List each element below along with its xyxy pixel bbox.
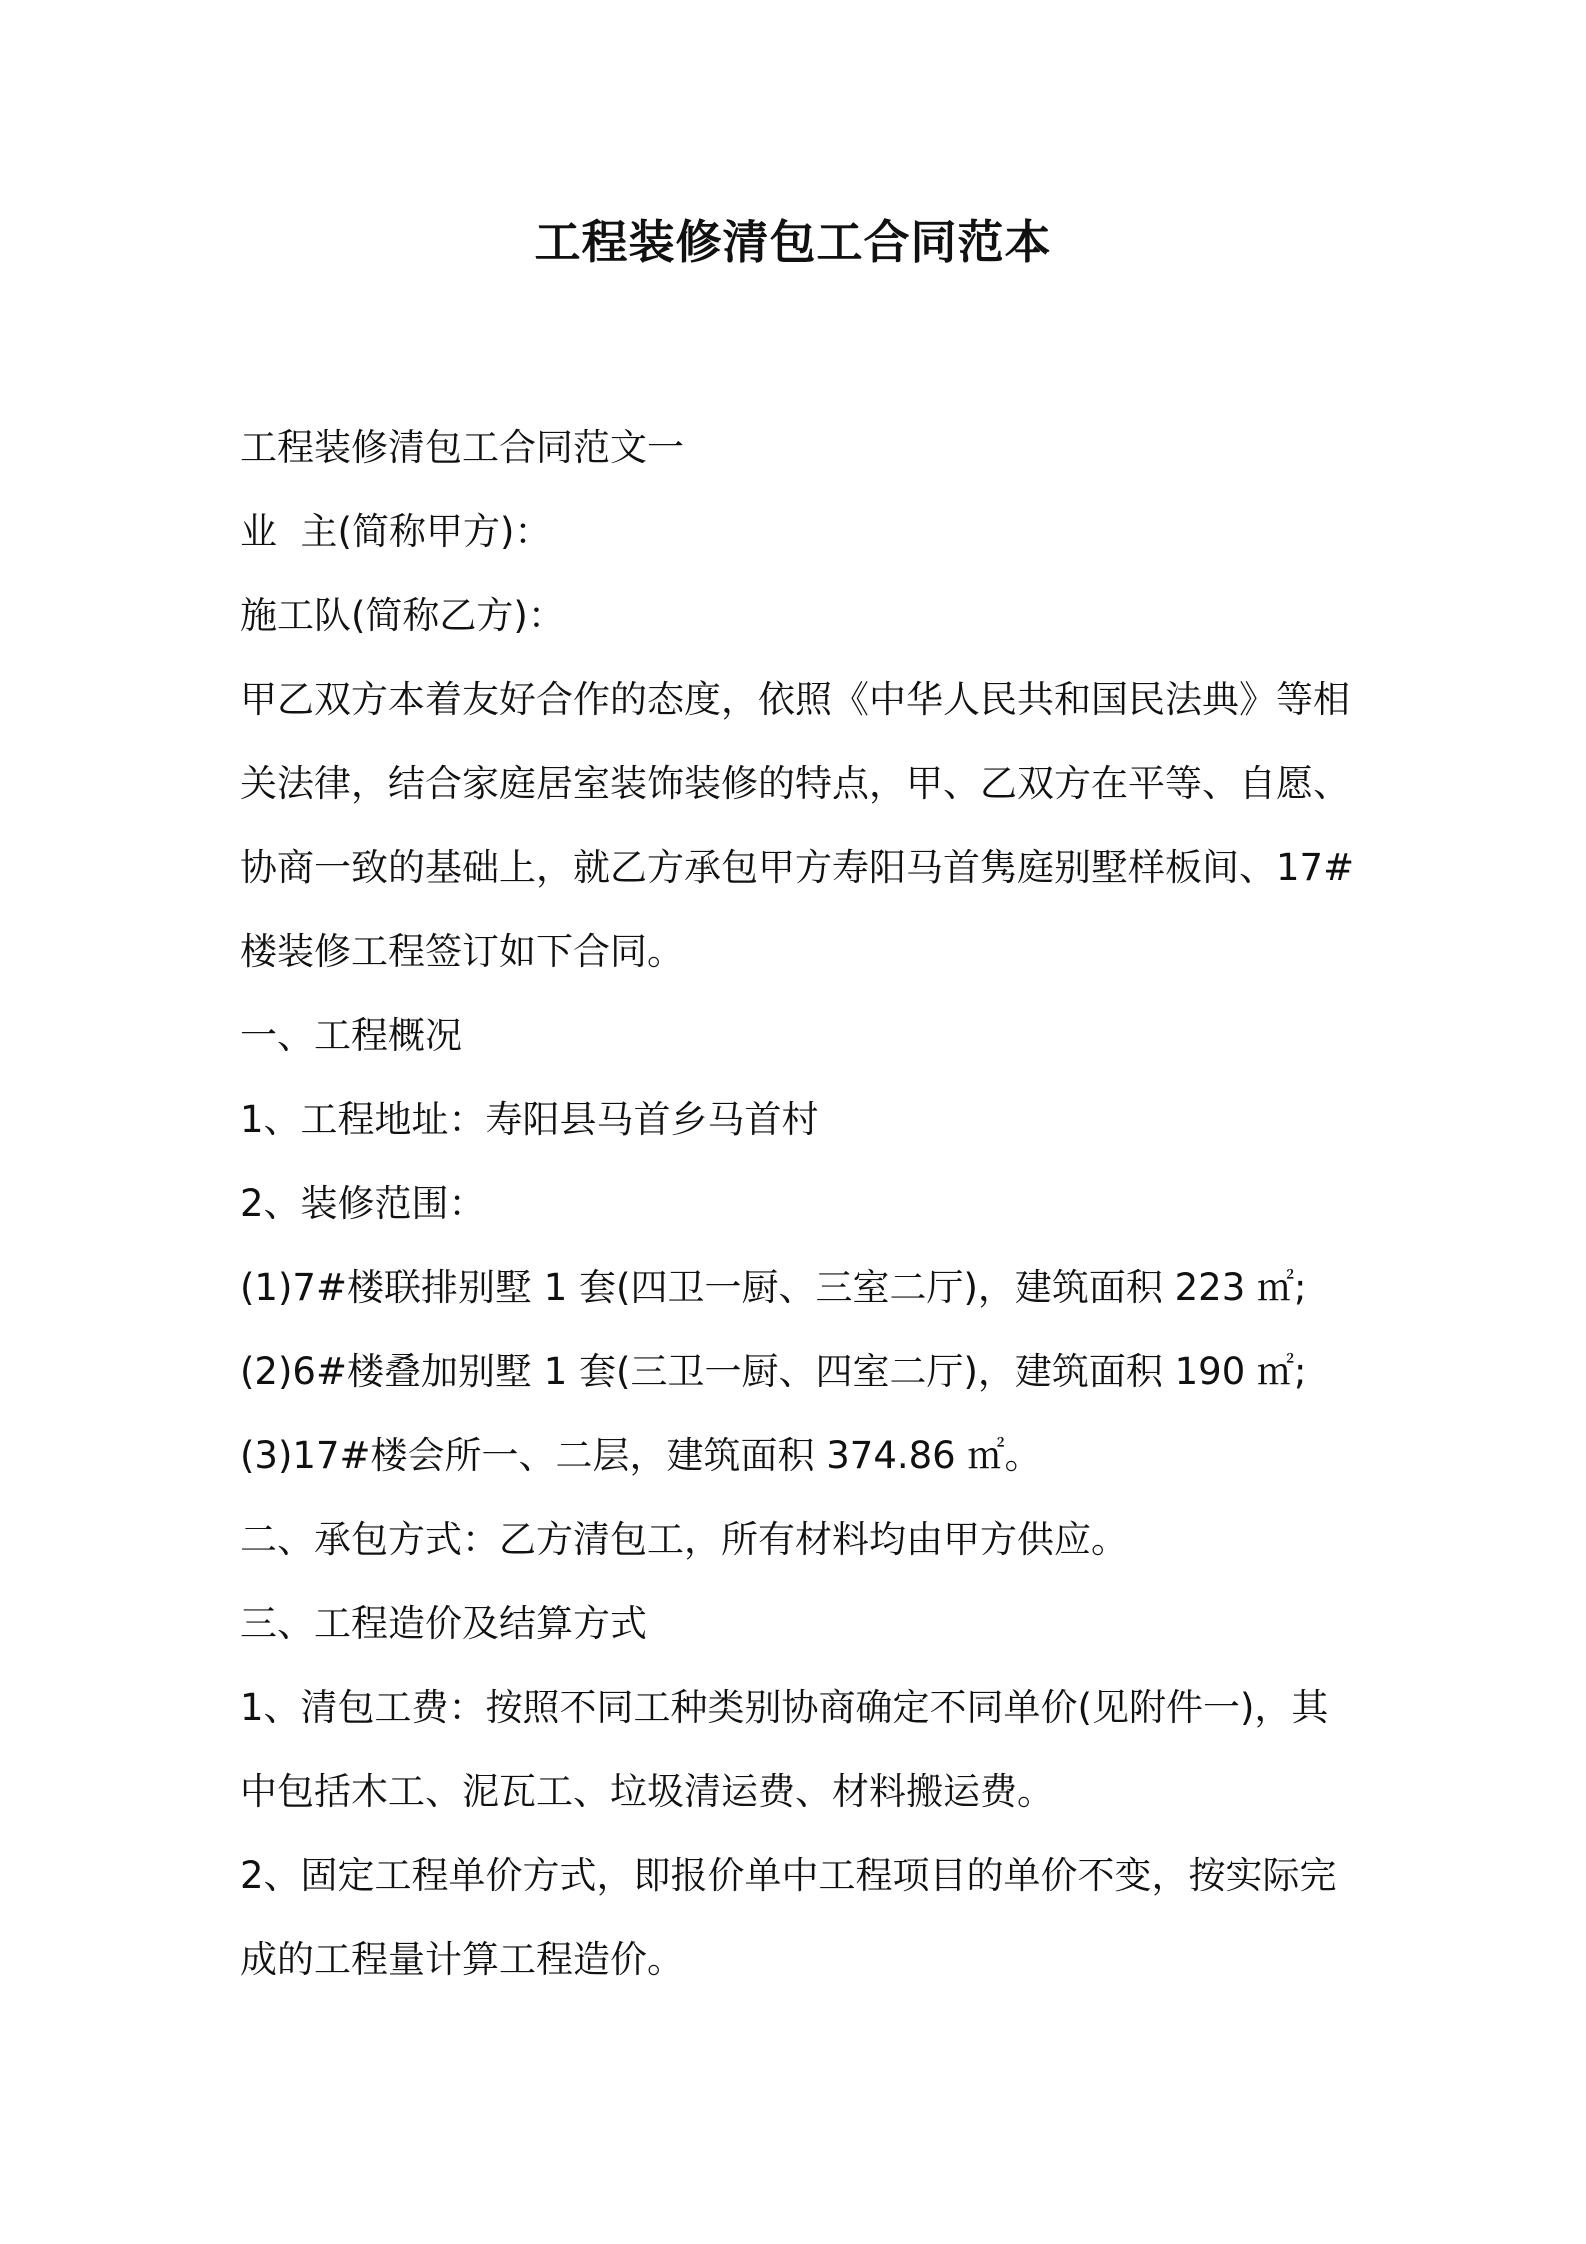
paragraph-line: 2、固定工程单价方式，即报价单中工程项目的单价不变，按实际完 <box>240 1854 1337 1897</box>
paragraph-line: 中包括木工、泥瓦工、垃圾清运费、材料搬运费。 <box>240 1770 1054 1813</box>
list-item: (1)7#楼联排别墅 1 套(四卫一厨、三室二厅)，建筑面积 223 ㎡; <box>240 1266 1307 1309</box>
paragraph-line: 协商一致的基础上，就乙方承包甲方寿阳马首隽庭别墅样板间、17# <box>240 846 1355 889</box>
document-body <box>240 406 1360 2002</box>
list-item: 1、工程地址：寿阳县马首乡马首村 <box>240 1098 819 1141</box>
section-heading: 二、承包方式：乙方清包工，所有材料均由甲方供应。 <box>240 1518 1128 1561</box>
list-item: 2、装修范围： <box>240 1182 486 1225</box>
paragraph-line: 甲乙双方本着友好合作的态度，依照《中华人民共和国民法典》等相 <box>240 678 1350 721</box>
paragraph-line: 关法律，结合家庭居室装饰装修的特点，甲、乙双方在平等、自愿、 <box>240 762 1350 805</box>
list-item: (2)6#楼叠加别墅 1 套(三卫一厨、四室二厅)，建筑面积 190 ㎡; <box>240 1350 1307 1393</box>
list-item: (3)17#楼会所一、二层，建筑面积 374.86 ㎡。 <box>240 1434 1042 1477</box>
section-heading: 一、工程概况 <box>240 1014 462 1057</box>
paragraph-line: 楼装修工程签订如下合同。 <box>240 930 684 973</box>
party-a-line: 业 主(简称甲方)： <box>240 510 552 553</box>
party-b-line: 施工队(简称乙方)： <box>240 594 565 637</box>
document-title: 工程装修清包工合同范本 <box>534 215 1052 269</box>
paragraph-line: 1、清包工费：按照不同工种类别协商确定不同单价(见附件一)，其 <box>240 1686 1329 1729</box>
section-heading: 工程装修清包工合同范文一 <box>240 426 684 469</box>
section-heading: 三、工程造价及结算方式 <box>240 1602 647 1645</box>
paragraph-line: 成的工程量计算工程造价。 <box>240 1938 684 1981</box>
